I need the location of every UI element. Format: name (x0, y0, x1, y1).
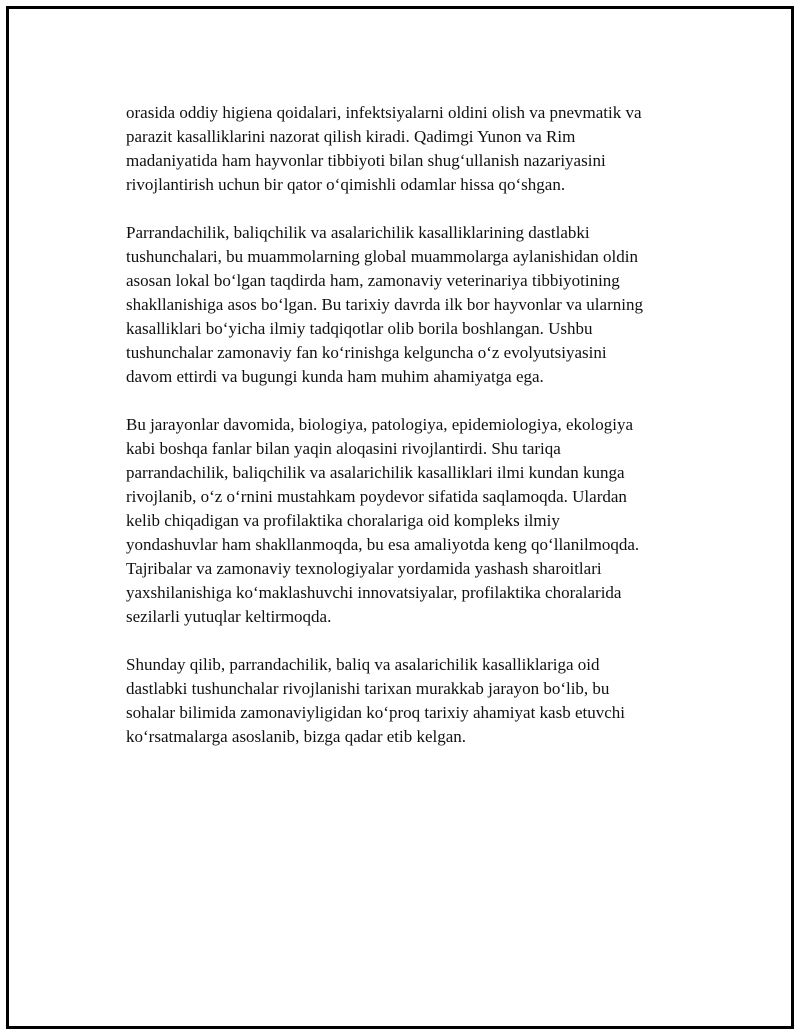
paragraph-4 (126, 653, 701, 749)
paragraph-2 (126, 221, 701, 389)
text-line: sezilarli yutuqlar keltirmoqda. (126, 607, 332, 626)
text-line: tushunchalari, bu muammolarning global muammolarga aylanishidan oldin (126, 247, 638, 266)
text-line: rivojlanib, o‘z o‘rnini mustahkam poydevor sifatida saqlamoqda. Ulardan (126, 487, 627, 506)
text-line: parrandachilik, baliqchilik va asalarichilik kasalliklari ilmi kundan kunga (126, 463, 625, 482)
text-line: dastlabki tushunchalar rivojlanishi tarixan murakkab jarayon bo‘lib, bu (126, 679, 610, 698)
text-line: yondashuvlar ham shakllanmoqda, bu esa amaliyotda keng qo‘llanilmoqda. (126, 535, 640, 554)
text-line: Tajribalar va zamonaviy texnologiyalar yordamida yashash sharoitlari (126, 559, 602, 578)
paragraph-1 (126, 101, 701, 197)
text-line: Bu jarayonlar davomida, biologiya, patologiya, epidemiologiya, ekologiya (126, 415, 634, 434)
text-line: kabi boshqa fanlar bilan yaqin aloqasini rivojlantirdi. Shu tariqa (126, 439, 561, 458)
text-line: parazit kasalliklarini nazorat qilish kiradi. Qadimgi Yunon va Rim (126, 127, 576, 146)
text-line: madaniyatida ham hayvonlar tibbiyoti bilan shug‘ullanish nazariyasini (126, 151, 606, 170)
text-line: sohalar bilimida zamonaviyligidan ko‘proq tarixiy ahamiyat kasb etuvchi (126, 703, 626, 722)
text-line: kasalliklari bo‘yicha ilmiy tadqiqotlar olib borila boshlangan. Ushbu (126, 319, 593, 338)
text-line: davom ettirdi va bugungi kunda ham muhim ahamiyatga ega. (126, 367, 544, 386)
text-line: shakllanishiga asos bo‘lgan. Bu tarixiy davrda ilk bor hayvonlar va ularning (126, 295, 643, 314)
text-line: tushunchalar zamonaviy fan ko‘rinishga kelguncha o‘z evolyutsiyasini (126, 343, 607, 362)
text-line: orasida oddiy higiena qoidalari, infektsiyalarni oldini olish va pnevmatik va (126, 103, 642, 122)
text-line: asosan lokal bo‘lgan taqdirda ham, zamonaviy veterinariya tibbiyotining (126, 271, 620, 290)
page-frame (6, 6, 794, 1029)
paragraph-3 (126, 413, 701, 629)
text-line: yaxshilanishiga ko‘maklashuvchi innovatsiyalar, profilaktika choralarida (126, 583, 622, 602)
text-line: rivojlantirish uchun bir qator o‘qimishli odamlar hissa qo‘shgan. (126, 175, 566, 194)
text-line: ko‘rsatmalarga asoslanib, bizga qadar etib kelgan. (126, 727, 467, 746)
text-line: Parrandachilik, baliqchilik va asalarichilik kasalliklarining dastlabki (126, 223, 590, 242)
text-line: kelib chiqadigan va profilaktika choralariga oid kompleks ilmiy (126, 511, 560, 530)
document-body (126, 101, 701, 773)
text-line: Shunday qilib, parrandachilik, baliq va asalarichilik kasalliklariga oid (126, 655, 600, 674)
